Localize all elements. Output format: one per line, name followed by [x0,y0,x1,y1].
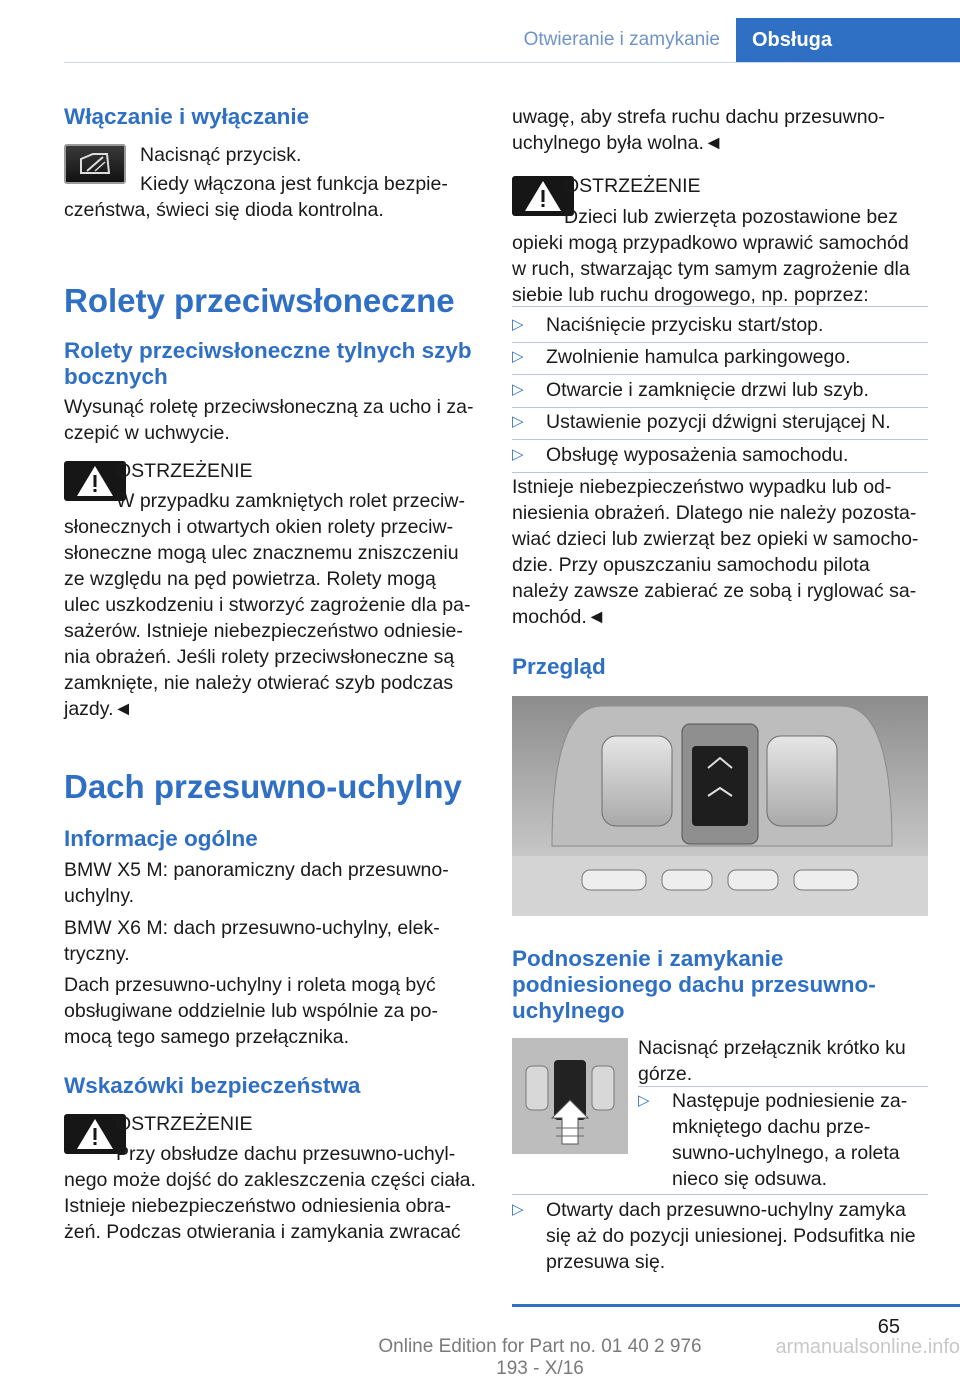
text-line: słoneczne mogą ulec znacznemu zniszczeniu [64,542,459,564]
text-line: mkniętego dachu prze‐ [672,1116,871,1138]
warning-3-text [512,230,910,308]
warning-2-continuation [512,104,885,156]
warning-2-title: OSTRZEŻENIE [116,1113,253,1135]
text-line: zamknięte, nie należy otwierać szyb podczas [64,672,454,694]
list-divider [512,306,928,307]
text-line: uchylny. [64,885,135,907]
risk-paragraph [512,474,918,630]
heading-line: podniesionego dachu przesuwno- [512,972,876,997]
text-line: Istnieje niebezpieczeństwo wypadku lub od‐ [512,476,892,498]
text-line: siebie lub ruchu drogowego, np. poprzez: [512,284,869,306]
bullet-triangle-icon: ▷ [512,381,524,398]
list-divider [512,472,928,473]
text-line: nieco się odsuwa. [672,1168,828,1190]
heading-raise-close [512,946,876,1024]
text-line: mocą tego samego przełącznika. [64,1026,350,1048]
text-line: BMW X6 M: dach przesuwno-uchylny, elek‐ [64,917,440,939]
heading-line: uchylnego [512,998,625,1023]
text-line: suwno-uchylnego, a roleta [672,1142,900,1164]
footer-rule [512,1304,960,1307]
list-item-text: Zwolnienie hamulca parkingowego. [546,346,851,368]
warning-1-title: OSTRZEŻENIE [116,460,253,482]
text-line: czepić w uchwycie. [64,422,230,444]
list-divider [512,407,928,408]
heading-rear-blinds [64,338,472,390]
text-line: górze. [638,1063,693,1085]
list-item-text: Otwarcie i zamknięcie drzwi lub szyb. [546,379,869,401]
list-item-text: Obsługę wyposażenia samochodu. [546,444,849,466]
text-line: w ruch, stwarzając tym samym zagrożenie dla [512,258,910,280]
text-line: wiać dzieci lub zwierząt bez opieki w samocho‐ [512,528,919,550]
text-line: opieki mogą przypadkowo wprawić samochód [512,232,909,254]
text-line: Otwarty dach przesuwno-uchylny zamyka [546,1199,906,1221]
text-line: niesienia obrażeń. Dlatego nie należy pozosta‐ [512,502,917,524]
switch-note-line1: Kiedy włączona jest funkcja bezpie‐ [140,173,448,195]
watermark: armanualsonline.info [775,1336,960,1358]
heading-rear-blinds-line: Rolety przeciwsłoneczne tylnych szyb [64,338,472,363]
list-divider [512,1194,928,1195]
text-line: obsługiwane oddzielnie lub wspólnie za po‐ [64,1000,438,1022]
text-line: ulec uszkodzeniu i stworzyć zagrożenie dla pa‐ [64,594,471,616]
text-line: żeń. Podczas otwierania i zamykania zwracać [64,1221,461,1243]
warning-1-first-line: W przypadku zamkniętych rolet przeciw‐ [116,490,465,512]
raise-instruction [638,1035,906,1087]
heading-general-info: Informacje ogólne [64,826,258,851]
text-line: Następuje podniesienie za‐ [672,1090,908,1112]
roof-console-photo [512,696,928,916]
warning-3-title: OSTRZEŻENIE [564,175,701,197]
info-operation [64,972,438,1050]
rear-blinds-text [64,394,474,446]
header-rule [64,62,960,63]
text-line: nego może dojść do zakleszczenia części ciała. [64,1169,476,1191]
text-line: sażerów. Istnieje niebezpieczeństwo odniesie‐ [64,620,463,642]
heading-safety: Wskazówki bezpieczeństwa [64,1073,361,1098]
text-line: należy zawsze zabierać ze sobą i ryglować sa‐ [512,580,917,602]
heading-sun-blinds: Rolety przeciwsłoneczne [64,282,455,319]
list-divider [512,342,928,343]
text-line: jazdy.◄ [64,698,133,720]
heading-line: Podnoszenie i zamykanie [512,946,784,971]
text-line: uchylnego była wolna.◄ [512,132,724,154]
list-divider [512,374,928,375]
edition-note: Online Edition for Part no. 01 40 2 976 193 - X/16 [378,1336,702,1379]
running-header-chapter: Obsługa [736,18,960,62]
warning-2-first-line: Przy obsłudze dachu przesuwno-uchyl‐ [116,1143,456,1165]
list-item-text: Ustawienie pozycji dźwigni sterującej N. [546,411,891,433]
heading-rear-blinds-line: bocznych [64,364,168,389]
child-lock-button-icon [64,144,126,184]
heading-sunroof: Dach przesuwno-uchylny [64,768,462,805]
text-line: się aż do pozycji uniesionej. Podsufitka nie [546,1225,916,1247]
text-line: dzie. Przy opuszczaniu samochodu pilota [512,554,870,576]
text-line: słonecznych i otwartych okien rolety przeciw‐ [64,516,454,538]
bullet-triangle-icon: ▷ [512,413,524,430]
running-header-section: Otwieranie i zamykanie [523,29,720,50]
text-line: Nacisnąć przełącznik krótko ku [638,1037,906,1059]
bullet-triangle-icon: ▷ [638,1092,650,1109]
text-line: Dach przesuwno-uchylny i roleta mogą być [64,974,436,996]
text-line: Wysunąć roletę przeciwsłoneczną za ucho i za‐ [64,396,474,418]
list-item-text [546,1197,916,1275]
bullet-triangle-icon: ▷ [512,446,524,463]
page-number: 65 [877,1316,900,1338]
list-divider [638,1086,928,1087]
text-line: Istnieje niebezpieczeństwo odniesienia obra‐ [64,1195,451,1217]
switch-press-up-photo [512,1038,628,1154]
warning-2-text [64,1167,476,1245]
switch-note-line2: czeństwa, świeci się dioda kontrolna. [64,199,384,221]
list-divider [512,439,928,440]
text-line: ze względu na pęd powietrza. Rolety mogą [64,568,436,590]
bullet-triangle-icon: ▷ [512,316,524,333]
text-line: nia obrażeń. Jeśli rolety przeciwsłoneczne są [64,646,455,668]
bullet-triangle-icon: ▷ [512,348,524,365]
text-line: tryczny. [64,943,130,965]
heading-overview: Przegląd [512,654,606,679]
text-line: przesuwa się. [546,1251,666,1273]
warning-1-text [64,514,470,722]
text-line: BMW X5 M: panoramiczny dach przesuwno- [64,859,449,881]
heading-switch: Włączanie i wyłączanie [64,104,310,129]
text-line: uwagę, aby strefa ruchu dachu przesuwno- [512,106,885,128]
text-line: mochód.◄ [512,606,607,628]
switch-instruction: Nacisnąć przycisk. [140,144,302,166]
list-item-text [672,1088,907,1192]
info-x5 [64,857,449,909]
info-x6 [64,915,440,967]
list-item-text: Naciśnięcie przycisku start/stop. [546,314,824,336]
bullet-triangle-icon: ▷ [512,1201,524,1218]
warning-3-first-line: Dzieci lub zwierzęta pozostawione bez [564,206,898,228]
